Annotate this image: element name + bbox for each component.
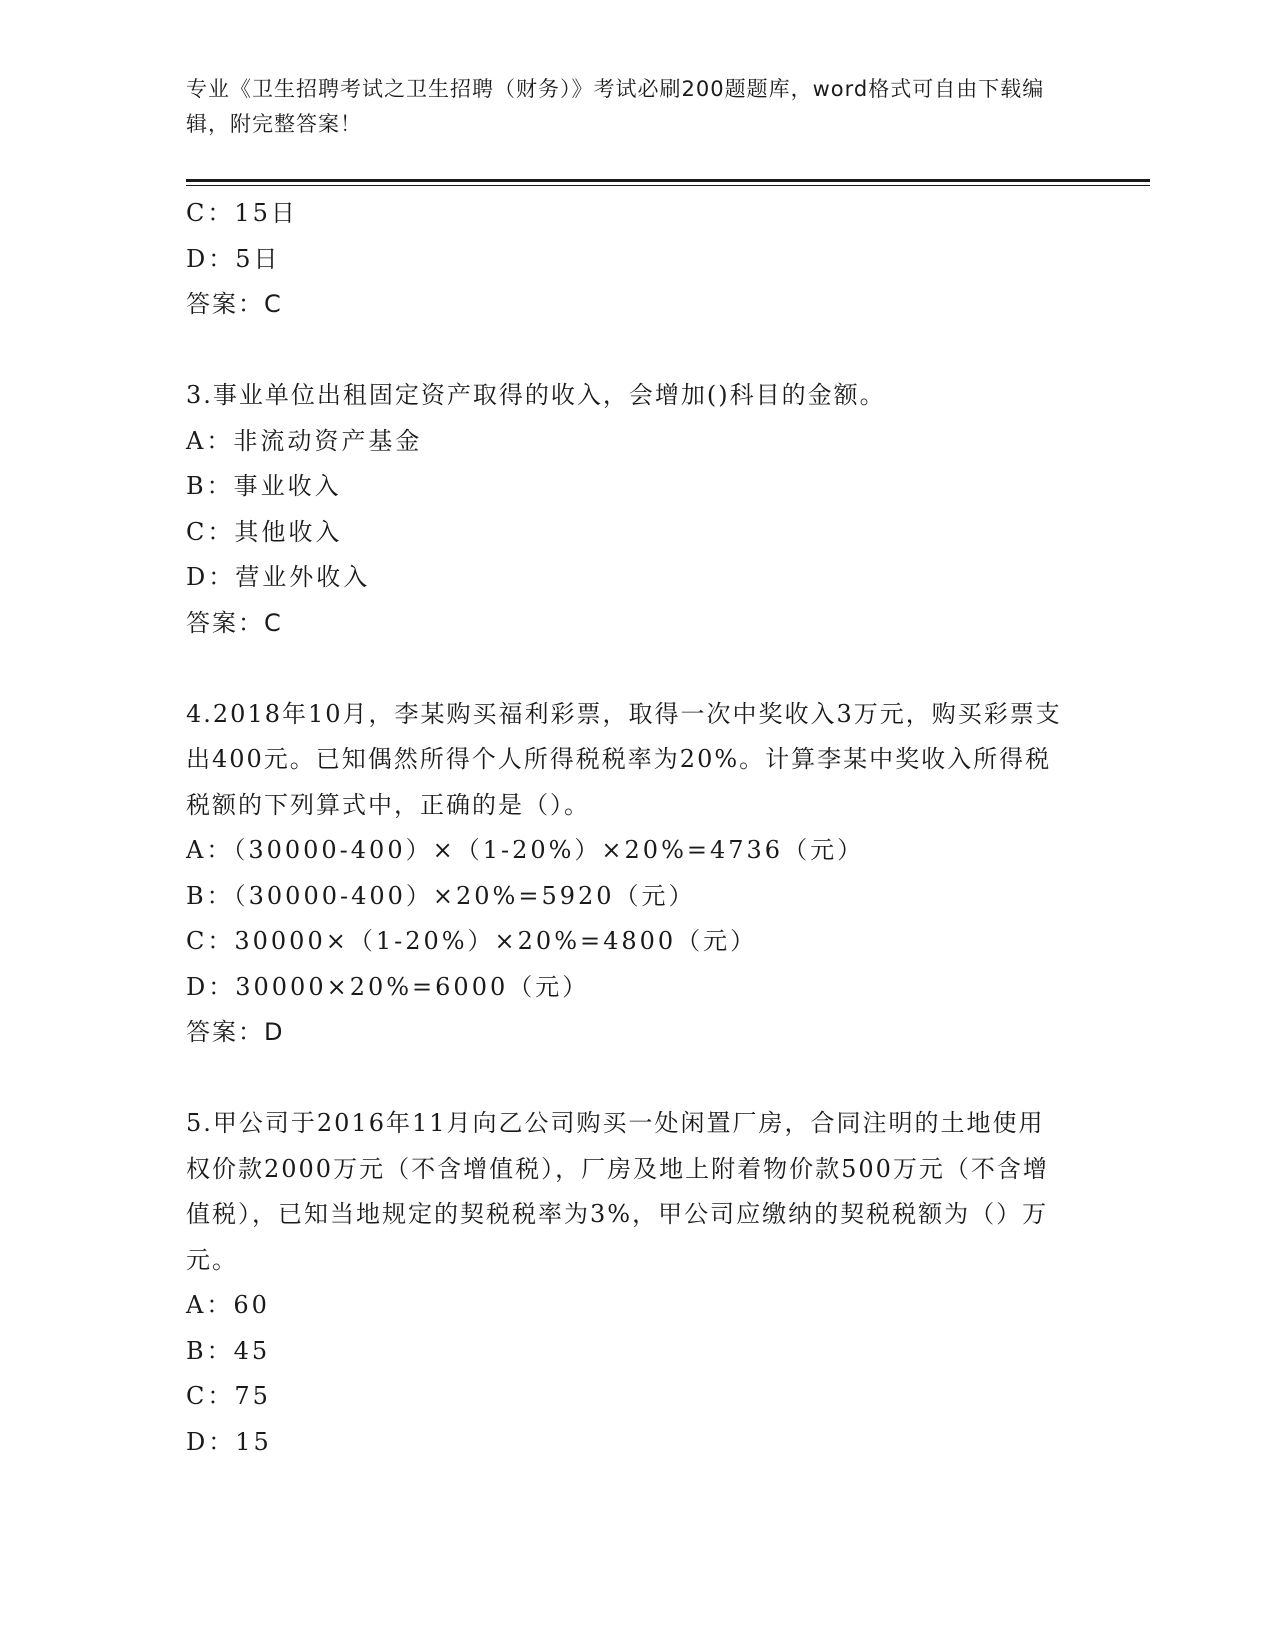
option-d: D：营业外收入 [186, 563, 371, 591]
option-a: A：非流动资产基金 [186, 426, 423, 455]
option-d: D：5日 [186, 244, 281, 273]
option-a: A：60 [186, 1291, 270, 1319]
option-d: D：15 [186, 1427, 272, 1456]
question-5 [186, 1101, 1150, 1465]
answer-line: 答案：C [186, 290, 283, 318]
option-c: C：75 [186, 1382, 271, 1410]
option-c: C：15日 [186, 199, 298, 227]
question-stem: 3.事业单位出租固定资产取得的收入，会增加()科目的金额。 [186, 381, 886, 409]
header-rule-thin [186, 185, 1150, 186]
option-a: A：（30000-400）×（1-20%）×20%=4736（元） [186, 836, 865, 864]
question-2-tail [186, 191, 1150, 328]
spacer [186, 646, 1150, 692]
question-3 [186, 373, 1150, 646]
header-rule-thick [186, 179, 1150, 182]
option-b: B：（30000-400）×20%=5920（元） [186, 881, 696, 910]
option-b: B：45 [186, 1336, 271, 1365]
question-stem: 5.甲公司于2016年11月向乙公司购买一处闲置厂房，合同注明的土地使用权价款2000万元（不含增值税），厂房及地上附着物价款500万元（不含增值税），已知当地规定的契税税率为3%，甲公司应缴纳的契税税额为（）万元。 [186, 1109, 1049, 1274]
page-header: 专业《卫生招聘考试之卫生招聘（财务）》考试必刷200题题库，word格式可自由下载编辑，附完整答案！ [186, 77, 1045, 136]
option-d: D：30000×20%=6000（元） [186, 972, 590, 1001]
question-stem: 4.2018年10月，李某购买福利彩票，取得一次中奖收入3万元，购买彩票支出400元。已知偶然所得个人所得税税率为20%。计算李某中奖收入所得税税额的下列算式中，正确的是（）。 [186, 699, 1062, 819]
answer-line: 答案：D [186, 1018, 285, 1046]
document-body [186, 191, 1150, 1465]
spacer [186, 328, 1150, 374]
option-b: B：事业收入 [186, 472, 342, 500]
question-4 [186, 692, 1150, 1056]
option-c: C：其他收入 [186, 517, 343, 546]
spacer [186, 1056, 1150, 1102]
option-c: C：30000×（1-20%）×20%=4800（元） [186, 927, 758, 955]
answer-line: 答案：C [186, 608, 283, 637]
